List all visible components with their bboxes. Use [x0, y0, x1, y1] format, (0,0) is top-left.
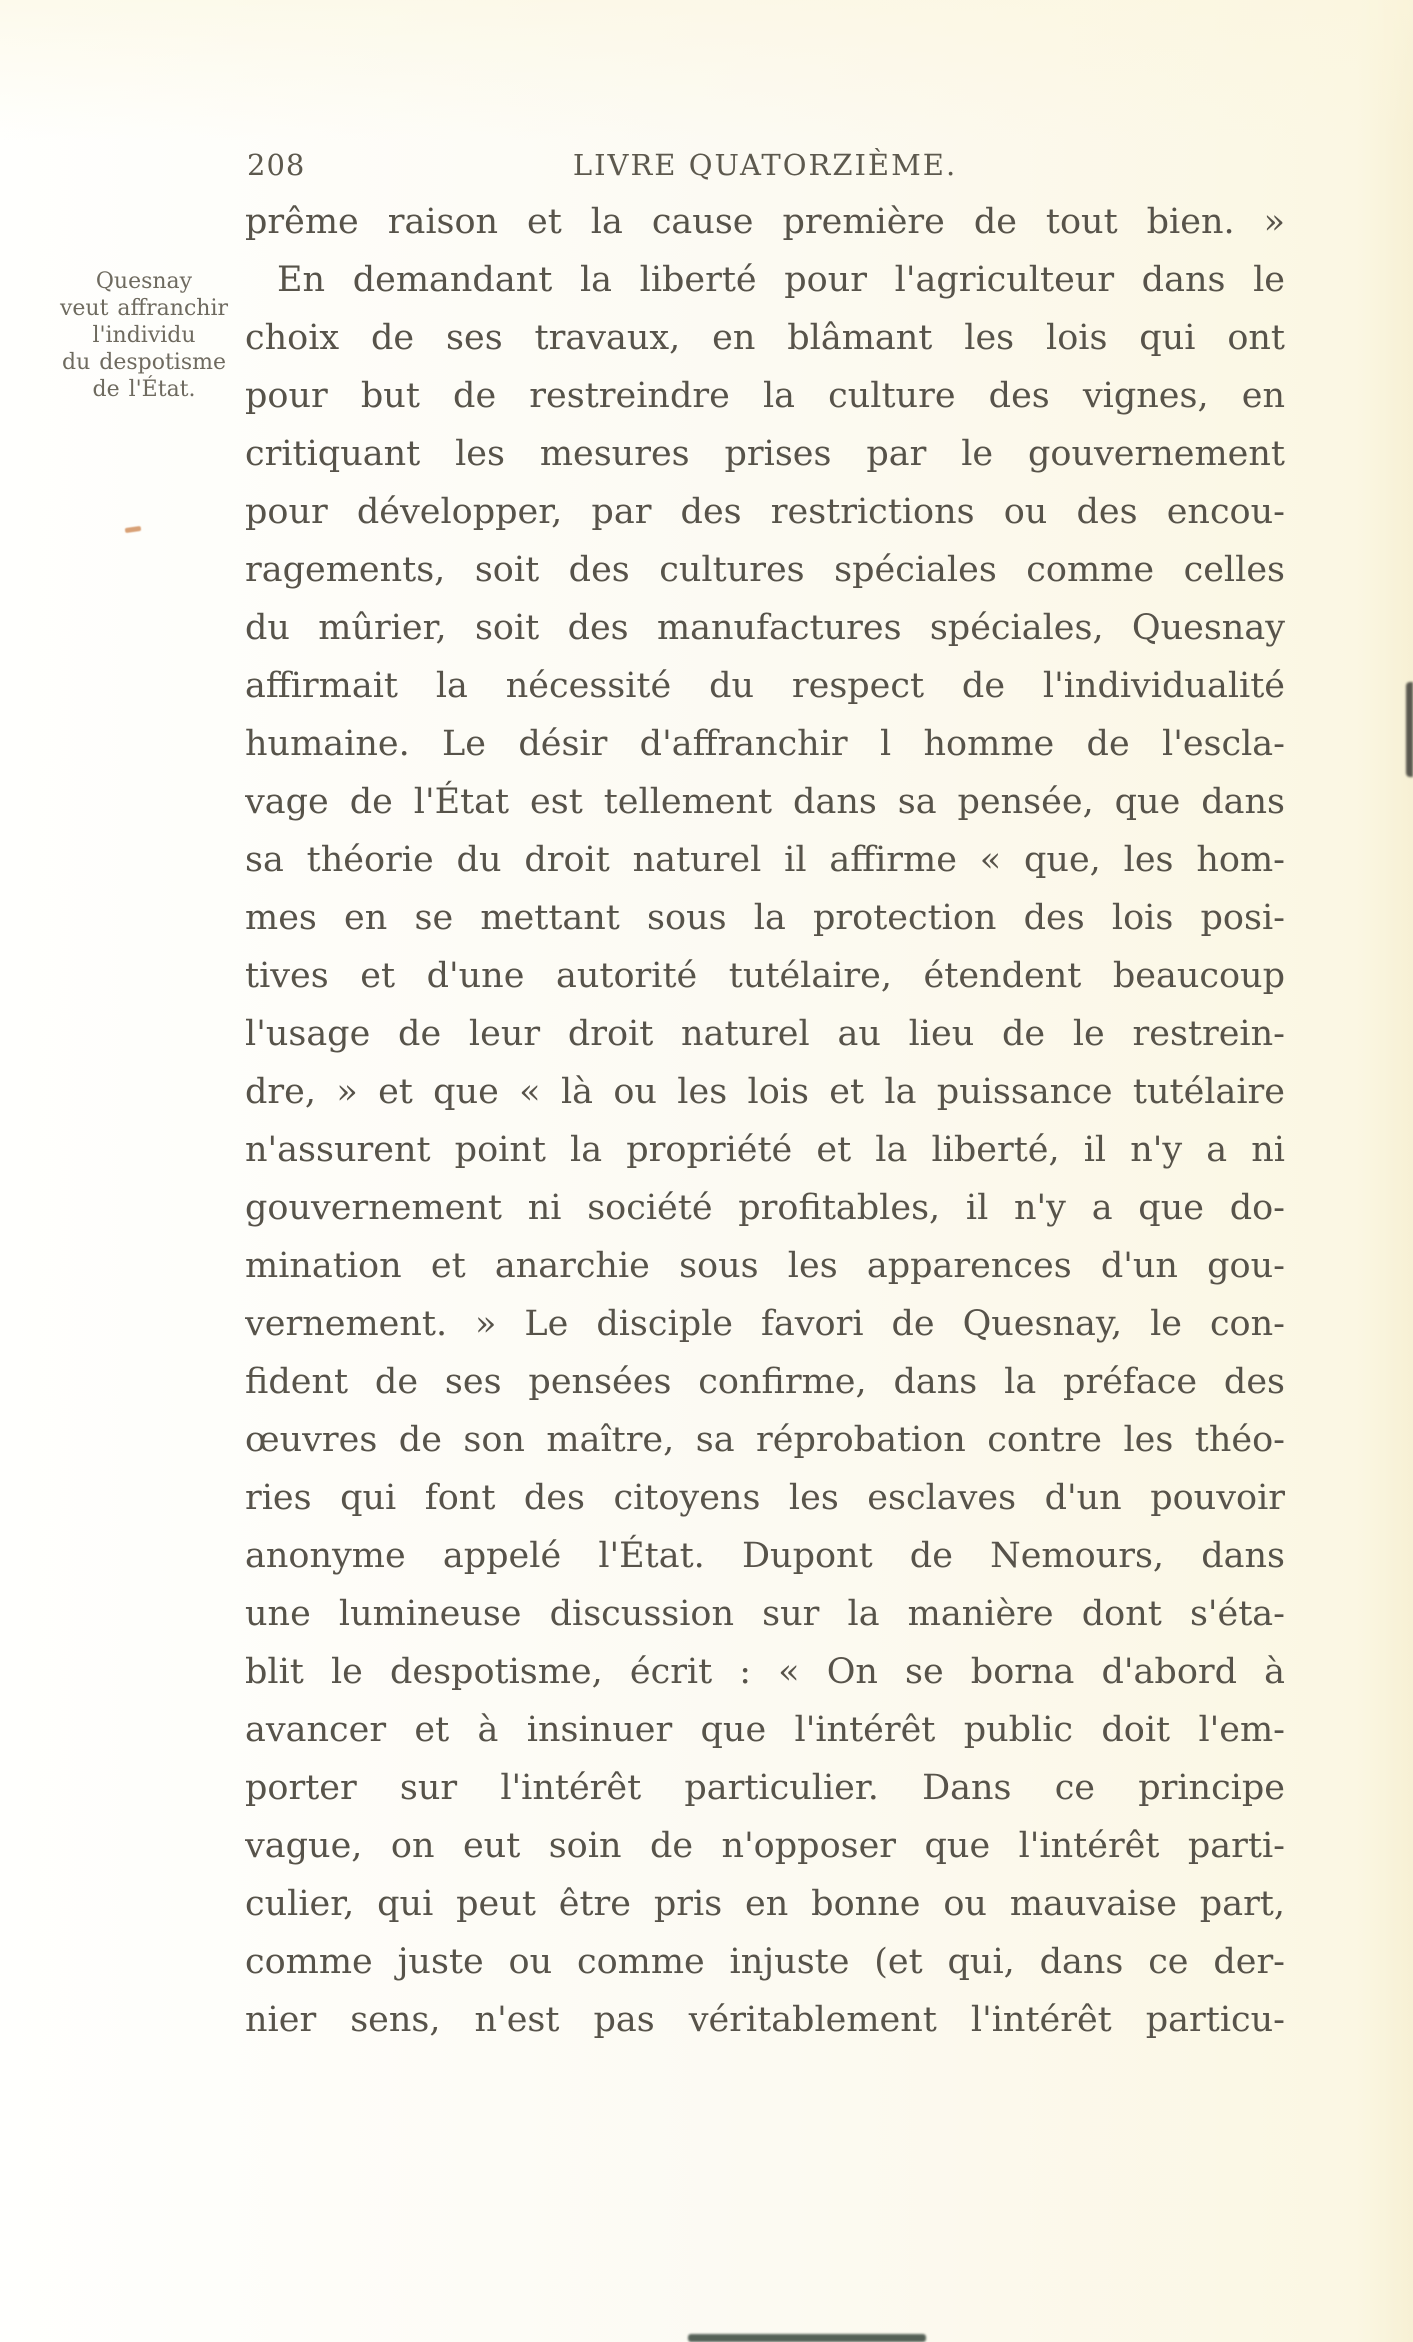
text-line: gouvernement ni société profitables, il n'y a que do- — [245, 1188, 1285, 1228]
text-line: dre, » et que « là ou les lois et la puissance tutélaire — [245, 1072, 1285, 1112]
running-title: LIVRE QUATORZIÈME. — [572, 148, 958, 182]
text-line: critiquant les mesures prises par le gouvernement — [245, 434, 1285, 474]
text-line: pour développer, par des restrictions ou des encou- — [245, 492, 1285, 532]
text-line: choix de ses travaux, en blâmant les lois qui ont — [245, 318, 1285, 358]
text-line: tives et d'une autorité tutélaire, étendent beaucoup — [245, 956, 1285, 996]
text-line: ragements, soit des cultures spéciales comme celles — [245, 550, 1285, 590]
text-line: prême raison et la cause première de tout bien. » — [245, 202, 1285, 242]
text-line: vage de l'État est tellement dans sa pensée, que dans — [245, 782, 1285, 822]
margin-note — [28, 268, 260, 403]
text-line: une lumineuse discussion sur la manière dont s'éta- — [245, 1594, 1285, 1634]
text-line: œuvres de son maître, sa réprobation contre les théo- — [245, 1420, 1285, 1460]
text-line: anonyme appelé l'État. Dupont de Nemours, dans — [245, 1536, 1285, 1576]
page-number: 208 — [247, 148, 306, 182]
text-line: mes en se mettant sous la protection des lois posi- — [245, 898, 1285, 938]
running-header — [245, 148, 1285, 188]
body-text — [245, 193, 1285, 2049]
text-line: nier sens, n'est pas véritablement l'intérêt particu- — [245, 2000, 1285, 2040]
text-line: comme juste ou comme injuste (et qui, dans ce der- — [245, 1942, 1285, 1982]
text-line: n'assurent point la propriété et la liberté, il n'y a ni — [245, 1130, 1285, 1170]
margin-note-line: du despotisme — [61, 350, 226, 375]
text-line: avancer et à insinuer que l'intérêt public doit l'em- — [245, 1710, 1285, 1750]
margin-note-line: veut affranchir — [59, 296, 229, 321]
text-line: sa théorie du droit naturel il affirme « que, les hom- — [245, 840, 1285, 880]
text-line: blit le despotisme, écrit : « On se borna d'abord à — [245, 1652, 1285, 1692]
text-line: vernement. » Le disciple favori de Quesnay, le con- — [245, 1304, 1285, 1344]
ink-smudge-mark — [125, 526, 142, 533]
text-line: humaine. Le désir d'affranchir l homme de l'escla- — [245, 724, 1285, 764]
text-line: l'usage de leur droit naturel au lieu de le restrein- — [245, 1014, 1285, 1054]
text-line: mination et anarchie sous les apparences d'un gou- — [245, 1246, 1285, 1286]
text-line: ries qui font des citoyens les esclaves d'un pouvoir — [245, 1478, 1285, 1518]
text-line: fident de ses pensées confirme, dans la préface des — [245, 1362, 1285, 1402]
text-line: affirmait la nécessité du respect de l'individualité — [245, 666, 1285, 706]
text-line: porter sur l'intérêt particulier. Dans ce principe — [245, 1768, 1285, 1808]
text-line: culier, qui peut être pris en bonne ou mauvaise part, — [245, 1884, 1285, 1924]
text-line: En demandant la liberté pour l'agriculteur dans le — [277, 260, 1285, 300]
scan-right-edge-mark — [1406, 682, 1413, 777]
text-line: pour but de restreindre la culture des vignes, en — [245, 376, 1285, 416]
margin-note-line: l'individu — [92, 323, 196, 348]
text-line: vague, on eut soin de n'opposer que l'intérêt parti- — [245, 1826, 1285, 1866]
scan-bottom-edge-mark — [688, 2334, 926, 2342]
margin-note-line: de l'État. — [92, 377, 196, 402]
text-line: du mûrier, soit des manufactures spéciales, Quesnay — [245, 608, 1285, 648]
margin-note-line: Quesnay — [95, 269, 193, 294]
